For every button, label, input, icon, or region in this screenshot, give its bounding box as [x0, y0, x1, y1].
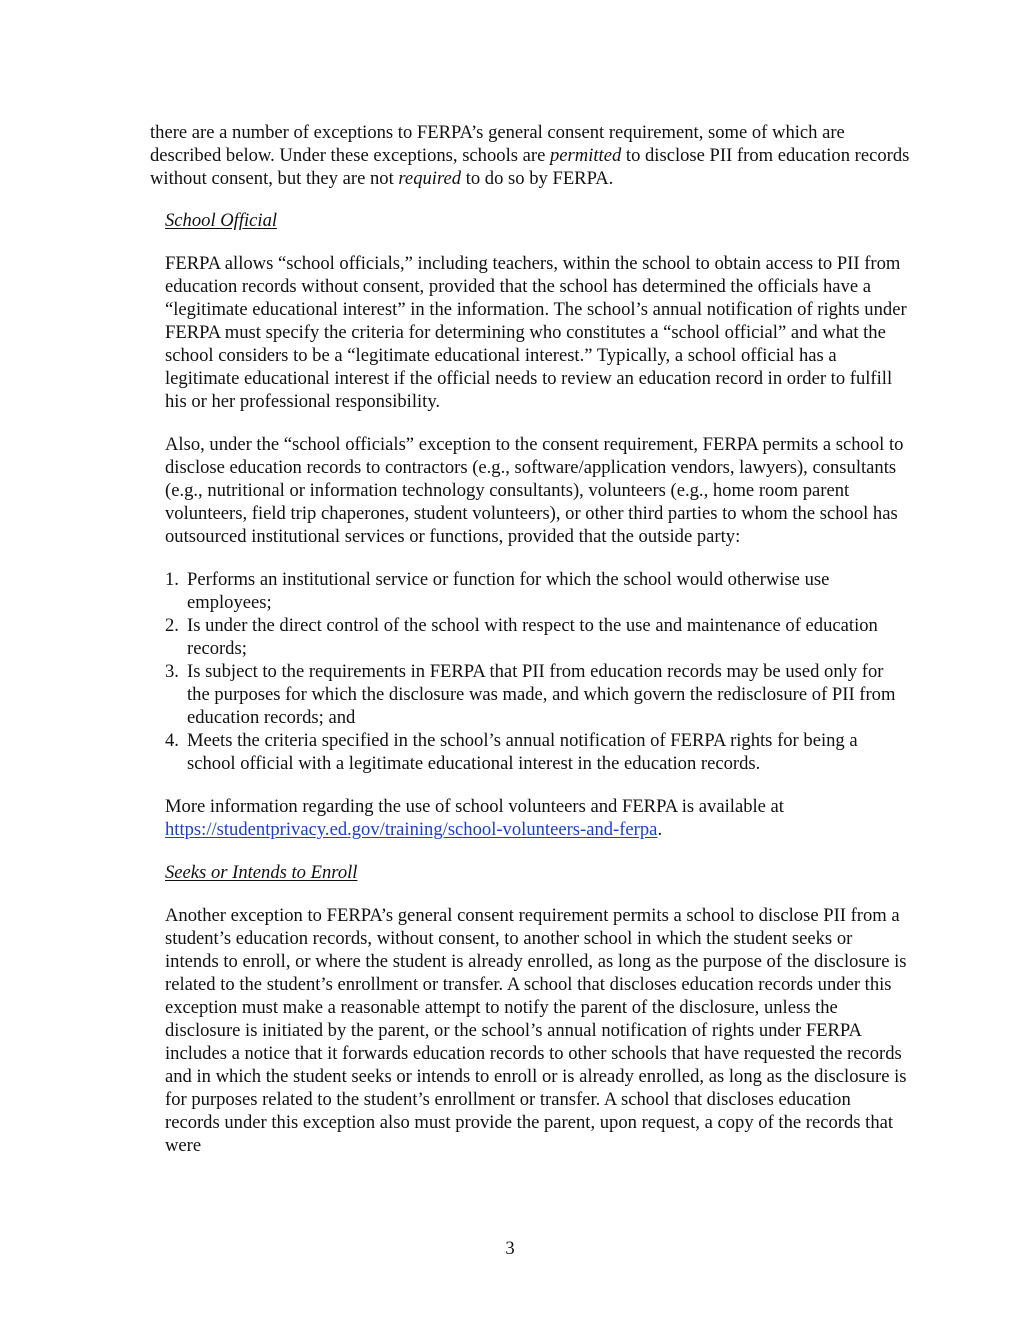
document-body	[165, 209, 910, 1177]
more-info-text: More information regarding the use of school volunteers and FERPA is available at	[165, 796, 784, 817]
intro-emphasis-required: required	[398, 168, 462, 189]
more-info-end: .	[657, 819, 663, 840]
criteria-item-number: 3.	[165, 661, 179, 682]
criteria-item-text: Performs an institutional service or function for which the school would otherwise use employees;	[187, 569, 830, 613]
heading-seeks-intends-enroll: Seeks or Intends to Enroll	[165, 862, 358, 883]
intro-text-1: there are a number of exceptions to FERPA’s general consent requirement, some of which are described below. Under these exceptions, schools are	[150, 122, 845, 166]
page-number: 3	[505, 1238, 515, 1259]
criteria-item	[165, 614, 910, 660]
criteria-item-text: Is subject to the requirements in FERPA that PII from education records may be used only for the purposes for which the disclosure was made, and which govern the redisclosure of PII from education records; and	[187, 661, 896, 728]
criteria-item	[165, 729, 910, 775]
more-info-paragraph	[165, 795, 910, 841]
seeks-enroll-paragraph: Another exception to FERPA’s general consent requirement permits a school to disclose PII from a student’s education records, without consent, to another school in which the student seeks or intends to enroll, or where the student is already enrolled, as long as the purpose of the disclosure is related to the student’s enrollment or transfer. A school that discloses education records under this exception must make a reasonable attempt to notify the parent of the disclosure, unless the disclosure is initiated by the parent, or the school’s annual notification of rights under FERPA includes a notice that it forwards education records to other schools that have requested the records and in which the student seeks or intends to enroll or is already enrolled, as long as the disclosure is for purposes related to the student’s enrollment or transfer. A school that discloses education records under this exception also must provide the parent, upon request, a copy of the records that were	[165, 905, 907, 1156]
criteria-item-number: 1.	[165, 569, 179, 590]
criteria-list	[165, 568, 910, 775]
criteria-item	[165, 568, 910, 614]
school-official-paragraph-1: FERPA allows “school officials,” including teachers, within the school to obtain access to PII from education records without consent, provided that the school has determined the officials have a “legitimate educational interest” in the information. The school’s annual notification of rights under FERPA must specify the criteria for determining who constitutes a “school official” and what the school considers to be a “legitimate educational interest.” Typically, a school official has a legitimate educational interest if the official needs to review an education record in order to fulfill his or her professional responsibility.	[165, 253, 907, 412]
intro-text-3: to do so by FERPA.	[461, 168, 614, 189]
criteria-item-text: Meets the criteria specified in the school’s annual notification of FERPA rights for being a school official with a legitimate educational interest in the education records.	[187, 730, 858, 774]
criteria-item	[165, 660, 910, 729]
volunteers-ferpa-link[interactable]: https://studentprivacy.ed.gov/training/school-volunteers-and-ferpa	[165, 819, 658, 840]
school-official-paragraph-2: Also, under the “school officials” exception to the consent requirement, FERPA permits a school to disclose education records to contractors (e.g., software/application vendors, lawyers), consultants (e.g., nutritional or information technology consultants), volunteers (e.g., home room parent volunteers, field trip chaperones, student volunteers), or other third parties to whom the school has outsourced institutional services or functions, provided that the outside party:	[165, 434, 904, 547]
intro-paragraph	[150, 121, 910, 190]
criteria-item-text: Is under the direct control of the school with respect to the use and maintenance of education records;	[187, 615, 878, 659]
intro-text-2: to disclose PII from education records without consent, but they are not	[150, 145, 910, 189]
criteria-item-number: 2.	[165, 615, 179, 636]
intro-emphasis-permitted: permitted	[549, 145, 622, 166]
criteria-item-number: 4.	[165, 730, 179, 751]
heading-school-official: School Official	[165, 210, 278, 231]
